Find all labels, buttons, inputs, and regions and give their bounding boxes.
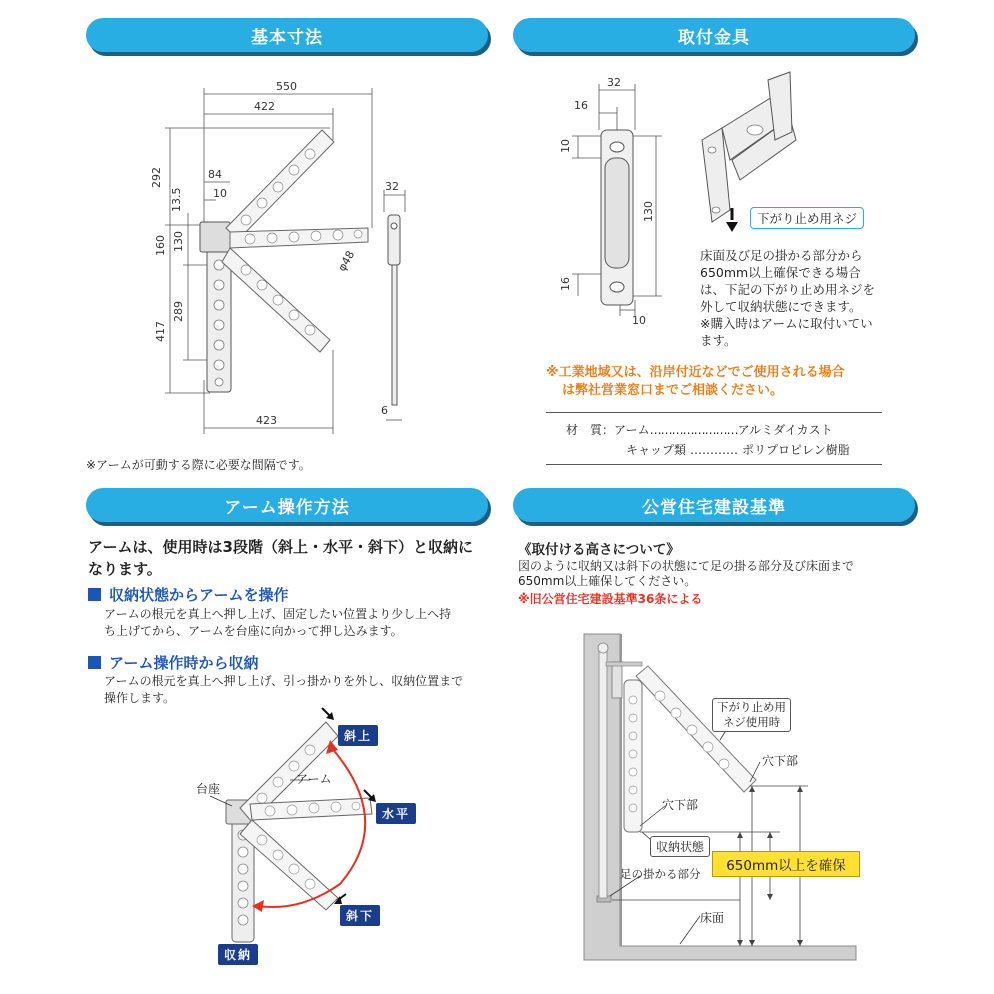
bracket-dim-130: 130 [642, 201, 655, 222]
heading-public-housing-standard: 公営住宅建設基準 [513, 488, 915, 522]
heading-arm-operation: アーム操作方法 [86, 488, 488, 522]
screw-usage-label: 下がり止め用 ネジ使用時 [712, 698, 791, 732]
bracket-dim-10-top: 10 [559, 139, 572, 153]
label-floor: 床面 [700, 911, 725, 925]
bracket-dim-10-bottom: 10 [632, 314, 646, 327]
heading-basic-dimensions: 基本寸法 [86, 18, 488, 52]
dim-160: 160 [154, 235, 167, 256]
dim-292: 292 [150, 167, 163, 188]
label-stored-state: 収納状態 [650, 836, 710, 857]
tag-stored: 収納 [218, 944, 258, 965]
label-arm: アーム [296, 772, 332, 786]
dim-417: 417 [154, 321, 167, 342]
arm-subheading-2: アーム操作時から収納 [88, 652, 259, 673]
tag-diagonal-up: 斜上 [338, 725, 378, 746]
dim-550: 550 [276, 80, 297, 93]
material-table: 材 質： アーム …………………… アルミダイカスト キャップ類 ………… ポリプロピレン樹脂 [566, 423, 850, 457]
standard-title: 《取付ける高さについて》 [518, 542, 680, 558]
secure-650mm-label: 650mm以上を確保 [712, 851, 860, 877]
dim-423: 423 [256, 414, 277, 427]
arm-sub2-text: アームの根元を真上へ押し上げ、引っ掛かりを外し、収納位置まで 操作します。 [104, 674, 464, 705]
bracket-warning: ※工業地域又は、沿岸付近などでご使用される場合 は弊社営業窓口までご相談ください。 [546, 365, 845, 398]
label-base: 台座 [196, 782, 221, 796]
dim-13-5: 13.5 [170, 187, 183, 212]
dim-32-side: 32 [385, 180, 399, 193]
bracket-dim-16-top: 16 [574, 99, 588, 112]
bracket-description: 床面及び足の掛かる部分から 650mm以上確保できる場合 は、下記の下がり止め用ネジを 外して収納状態にできます。 ※購入時はアームに取付いてい ます。 [700, 248, 876, 348]
bracket-dim-16-bottom: 16 [559, 277, 572, 291]
dim-422: 422 [254, 100, 275, 113]
arm-sub1-text: アームの根元を真上へ押し上げ、固定したい位置より少し上へ持 ち上げてから、アームを台座に向かって押し込みます。 [104, 607, 452, 638]
standard-reference: ※旧公営住宅建設基準36条による [518, 592, 703, 606]
dim-10: 10 [213, 187, 227, 200]
dim-6: 6 [381, 404, 388, 417]
basic-dimension-note: ※アームが可動する際に必要な間隔です。 [86, 458, 311, 472]
standard-text: 図のように収納又は斜下の状態にて足の掛る部分及び床面まで 650mm以上確保してください。 [518, 559, 855, 588]
label-hole-bottom-1: 穴下部 [762, 754, 799, 768]
dim-phi48: φ48 [335, 248, 358, 274]
label-hole-bottom-2: 穴下部 [662, 798, 699, 812]
heading-mounting-bracket: 取付金具 [513, 18, 915, 52]
dim-130: 130 [172, 231, 185, 252]
tag-diagonal-down: 斜下 [340, 905, 380, 926]
tag-horizontal: 水平 [376, 803, 416, 824]
dim-289: 289 [172, 301, 185, 322]
arm-intro: アームは、使用時は3段階（斜上・水平・斜下）と収納に なります。 [88, 538, 473, 578]
bracket-dim-32: 32 [607, 76, 621, 89]
screw-label: 下がり止め用ネジ [750, 207, 864, 229]
label-foothold: 足の掛かる部分 [620, 867, 701, 881]
dim-84: 84 [208, 168, 222, 181]
arm-subheading-1: 収納状態からアームを操作 [88, 584, 289, 605]
